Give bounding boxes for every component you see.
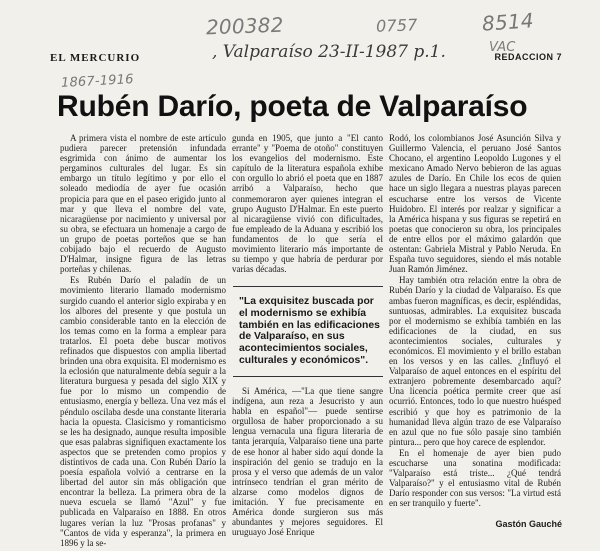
paragraph: Es Rubén Darío el paladín de un movimiento literario llamado modernismo surgido cuando el anterior siglo expiraba y en los albores del presente y que postula un cambio considerable tanto en la elección de los temas como en la forma a emplear para tratarlos. El poeta debe buscar motivos refinados que dispuestos con amplia libertad brinden una obra exquisita. El modernismo es la eclosión que naturalmente debía seguir a la literatura burguesa y pesada del siglo XIX y fue por lo mismo un compendio de entusiasmo, energía y belleza. Una vez más el péndulo oscilaba desde una constante literaria hacia la opuesta. Clasicismo y romanticismo se les ha designado, aunque resulta imposible que esas palabras signifiquen exactamente los aspectos que se pretenden como propios y distintivos de cada una. Con Rubén Darío la poesía española volvió a centrarse en la libertad del autor sin más obligación que encontrar la belleza. La primera obra de la nueva escuela se llamó "Azul" y fue publicada en Valparaíso en 1888. En otros lugares verían la luz "Prosas profanas" y "Cantos de vida y esperanza", la primera en 1896 y la se- [60,275,226,548]
pull-quote [233,286,383,377]
newspaper-name: EL MERCURIO [50,52,141,64]
column-1 [60,133,226,549]
handwritten-dateline: , Valparaíso 23-II-1987 p.1. [212,42,446,62]
paragraph: gunda en 1905, que junto a "El canto errante" y "Poema de otoño" constituyen los evangelios del modernismo. Este capítulo de la literatura española exhibe con orgullo lo abrió el poeta que en 1887 arribó a Valparaíso, hecho que conmemoraron ayer quienes integran el grupo Augusto D'Halmar. En este puerto al nicaragüense vivió con dificultades, fue empleado de la Aduana y escribió los fundamentos de lo que sería el movimiento literario más importante de su tiempo y que habría de perdurar por varias décadas. [232,133,383,275]
column-2 [232,133,383,275]
paragraph: A primera vista el nombre de este artículo pudiera parecer pretensión infundada esgrimida con ánimo de aumentar los pergaminos culturales del lugar. Es sin embargo un título legítimo y por ello el soleado mediodía de ayer fue ocasión propicia para que en el paseo erigido junto al mar y que lleva el nombre del vate, nicaragüense por nacimiento y universal por su obra, se efectuara un homenaje a cargo de un grupo de poetas porteños que se han cobijado bajo el recuerdo de Augusto D'Halmar, insigne figura de las letras porteñas y chilenas. [60,133,226,275]
paragraph: Hay también otra relación entre la obra de Rubén Darío y la ciudad de Valparaíso. Es que ambas fueron magníficas, es decir, espléndidas, suntuosas, admirables. La exquisitez buscada por el modernismo se exhibía también en las edificaciones de la ciudad, en sus acontecimientos sociales, culturales y económicos. El movimiento y el brillo estaban en los versos y en las calles. ¿Influyó el Valparaíso de aquel entonces en el espíritu del extranjero pobremente desembarcado aquí? Una licencia poética permite creer que así ocurrió. Entonces, todo lo que nuestro huésped escribió y que hoy es patrimonio de la humanidad lleva algún trazo de ese Valparaíso en azul que no fue sólo pasaje sino también pintura... pero que hoy carece de esplendor. [389,275,561,447]
handwritten-doc-number: 200382 [205,12,284,40]
article-headline: Rubén Darío, poeta de Valparaíso [57,90,528,123]
section-label: REDACCION 7 [494,52,562,62]
column-3 [389,133,561,509]
paragraph: Si América, —"La que tiene sangre indígena, aun reza a Jesucristo y aun habla en español"— puede sentirse orgullosa de haber proporcionado a su lengua vernacula una figura literaria de tanta jerarquía, Valparaíso tiene una parte de ese honor al haber sido aquí donde la inspiración del genio se tradujo en la prosa y el verso que además de un valor intrínseco tendrían el gran mérito de alzarse como modelos dignos de imitación. Y fue precisamente en América donde surgieron sus más abundantes y mejores seguidores. El uruguayo José Enrique [232,386,383,538]
column-2-lower [232,386,383,538]
handwritten-code: 8514 [481,8,535,36]
paragraph: En el homenaje de ayer bien pudo escucharse una sonatina modificada: "Valparaíso está triste... ¿Qué tendrá Valparaíso?" y el entusiasmo vital de Rubén Darío responder con sus versos: "La virtud está en ser tranquilo y fuerte". [389,447,561,509]
pull-quote-text: "La exquisitez buscada por el modernismo se exhibía también en las edificaciones de Valparaíso, en sus acontecimientos sociales, culturales y económicos". [239,296,380,366]
paragraph: Rodó, los colombianos José Asunción Silva y Guillermo Valencia, el peruano José Santos Chocano, el argentino Leopoldo Lugones y el mexicano Amado Nervo bebieron de las aguas azules de Darío. En Chile los ecos de quien hace un siglo llegara a nuestras playas parecen escucharse entre los versos de Vicente Huidobro. El interés por realzar y significar a la América hispana y sus figuras se repetirá en poetas que conocieron su obra, los principales de entre ellos por el máximo galardón que ostentan: Gabriela Mistral y Pablo Neruda. En España tuvo seguidores, siendo el más notable Juan Ramón Jiménez. [389,133,561,275]
author-byline: Gastón Gauché [495,519,562,529]
handwritten-vac: VAC [489,40,516,55]
handwritten-mark: 0757 [375,15,418,36]
handwritten-years: 1867-1916 [60,72,135,91]
